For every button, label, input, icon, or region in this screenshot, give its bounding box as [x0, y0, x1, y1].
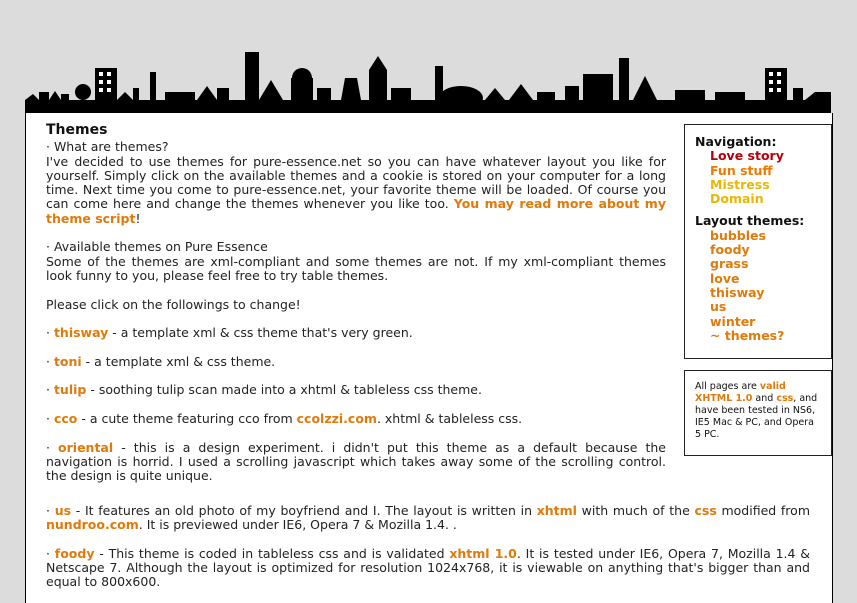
- validation-info-box: [684, 370, 832, 456]
- theme-script-link[interactable]: You may read more about my theme script: [46, 196, 666, 226]
- info-text: All pages are: [695, 381, 760, 392]
- layout-thisway[interactable]: thisway: [710, 284, 765, 300]
- nundroo-link[interactable]: nundroo.com: [46, 517, 139, 533]
- theme-item-oriental: [46, 441, 666, 484]
- click-instruction: Please click on the followings to change!: [46, 296, 301, 312]
- available-heading: · Available themes on Pure Essence: [46, 239, 268, 255]
- info-text: , and have been tested in NS6, IE5 Mac & PC, and Opera 5 PC.: [695, 393, 818, 440]
- theme-desc: with much of the: [576, 503, 695, 518]
- theme-desc: - a cute theme featuring cco from: [77, 410, 297, 426]
- bullet: ·: [46, 382, 54, 398]
- intro-end: !: [135, 210, 141, 226]
- theme-link-oriental[interactable]: oriental: [58, 439, 114, 455]
- layout-themes-list: [695, 229, 821, 343]
- layout-themes-heading: Layout themes:: [695, 213, 805, 229]
- intro-heading: · What are themes?: [46, 139, 169, 155]
- theme-desc: - this is a design experiment. i didn't put this theme as a default because the navigation is horrid. I used a scrolling javascript which takes away some of the scrolling control. the design is quite unique.: [46, 439, 666, 484]
- bullet: ·: [46, 545, 55, 561]
- css-link[interactable]: css: [694, 503, 717, 518]
- theme-desc: - soothing tulip scan made into a xhtml & tableless css theme.: [86, 382, 482, 398]
- theme-desc: - It features an old photo of my boyfriend and I. The layout is written in: [71, 503, 537, 518]
- layout-love[interactable]: love: [710, 270, 740, 286]
- layout-themes-help[interactable]: ~ themes?: [710, 327, 785, 343]
- theme-link-cco[interactable]: cco: [53, 410, 78, 426]
- available-text: Some of the themes are xml-compliant and some themes are not. If my xml-compliant themes look funny to you, please feel free to try table themes.: [46, 253, 666, 283]
- navigation-box: [684, 124, 832, 359]
- info-text: and: [752, 393, 777, 404]
- layout-us[interactable]: us: [710, 299, 727, 315]
- theme-item-cco: [46, 412, 666, 426]
- bullet: ·: [46, 439, 59, 455]
- themes-article: [46, 123, 666, 483]
- bullet: ·: [46, 353, 54, 369]
- intro-text: I've decided to use themes for pure-essence.net so you can have whatever layout you like for yourself. Simply click on the available themes and a cookie is stored on your computer for a long time. Next time you come to pure-essence.net, your favorite theme will be loaded. Of course you can come here and change the themes whenever you like too.: [46, 153, 666, 212]
- navigation-list: [695, 149, 821, 206]
- xhtml-link[interactable]: xhtml: [536, 503, 577, 518]
- theme-desc: - a template xml & css theme that's very green.: [108, 325, 413, 341]
- city-skyline-banner: [25, 48, 831, 113]
- bullet: ·: [46, 503, 55, 518]
- themes-article-wide: [46, 504, 810, 590]
- valid-css-link[interactable]: css: [776, 393, 794, 404]
- theme-item-tulip: [46, 383, 666, 397]
- theme-desc: modified from: [716, 503, 810, 518]
- theme-link-tulip[interactable]: tulip: [53, 382, 87, 398]
- page-title: Themes: [46, 122, 108, 138]
- layout-foody[interactable]: foody: [710, 242, 750, 258]
- xhtml-validator-link[interactable]: xhtml 1.0: [449, 545, 517, 561]
- valid-xhtml-link[interactable]: valid XHTML 1.0: [695, 381, 786, 404]
- bullet: ·: [46, 410, 54, 426]
- ccolzzi-link[interactable]: ccolzzi.com: [296, 410, 377, 426]
- nav-domain[interactable]: Domain: [710, 191, 764, 207]
- bullet: ·: [46, 325, 54, 341]
- theme-item-foody: [46, 547, 810, 590]
- theme-desc: . xhtml & tableless css.: [376, 410, 523, 426]
- theme-link-thisway[interactable]: thisway: [53, 325, 109, 341]
- navigation-heading: Navigation:: [695, 134, 777, 149]
- theme-desc: . It is tested under IE6, Opera 7, Mozilla 1.4 & Netscape 7. Although the layout is optimized for resolution 1024x768, it is viewable on anything that's bigger than and equal to 800x600.: [46, 545, 811, 590]
- layout-bubbles[interactable]: bubbles: [710, 227, 766, 243]
- intro-paragraph: [46, 155, 666, 226]
- theme-desc: . It is previewed under IE6, Opera 7 & Mozilla 1.4. .: [138, 517, 457, 533]
- layout-grass[interactable]: grass: [710, 256, 749, 272]
- nav-fun-stuff[interactable]: Fun stuff: [710, 162, 773, 178]
- theme-link-toni[interactable]: toni: [53, 353, 82, 369]
- nav-love-story[interactable]: Love story: [710, 148, 784, 164]
- theme-item-toni: [46, 355, 666, 369]
- theme-link-us[interactable]: us: [54, 503, 72, 518]
- theme-item-thisway: [46, 326, 666, 340]
- layout-winter[interactable]: winter: [710, 313, 756, 329]
- theme-desc: - a template xml & css theme.: [81, 353, 276, 369]
- theme-desc: - This theme is coded in tableless css and is validated: [94, 545, 450, 561]
- nav-mistress[interactable]: Mistress: [710, 176, 770, 192]
- theme-link-foody[interactable]: foody: [54, 545, 95, 561]
- theme-item-us: [46, 504, 810, 533]
